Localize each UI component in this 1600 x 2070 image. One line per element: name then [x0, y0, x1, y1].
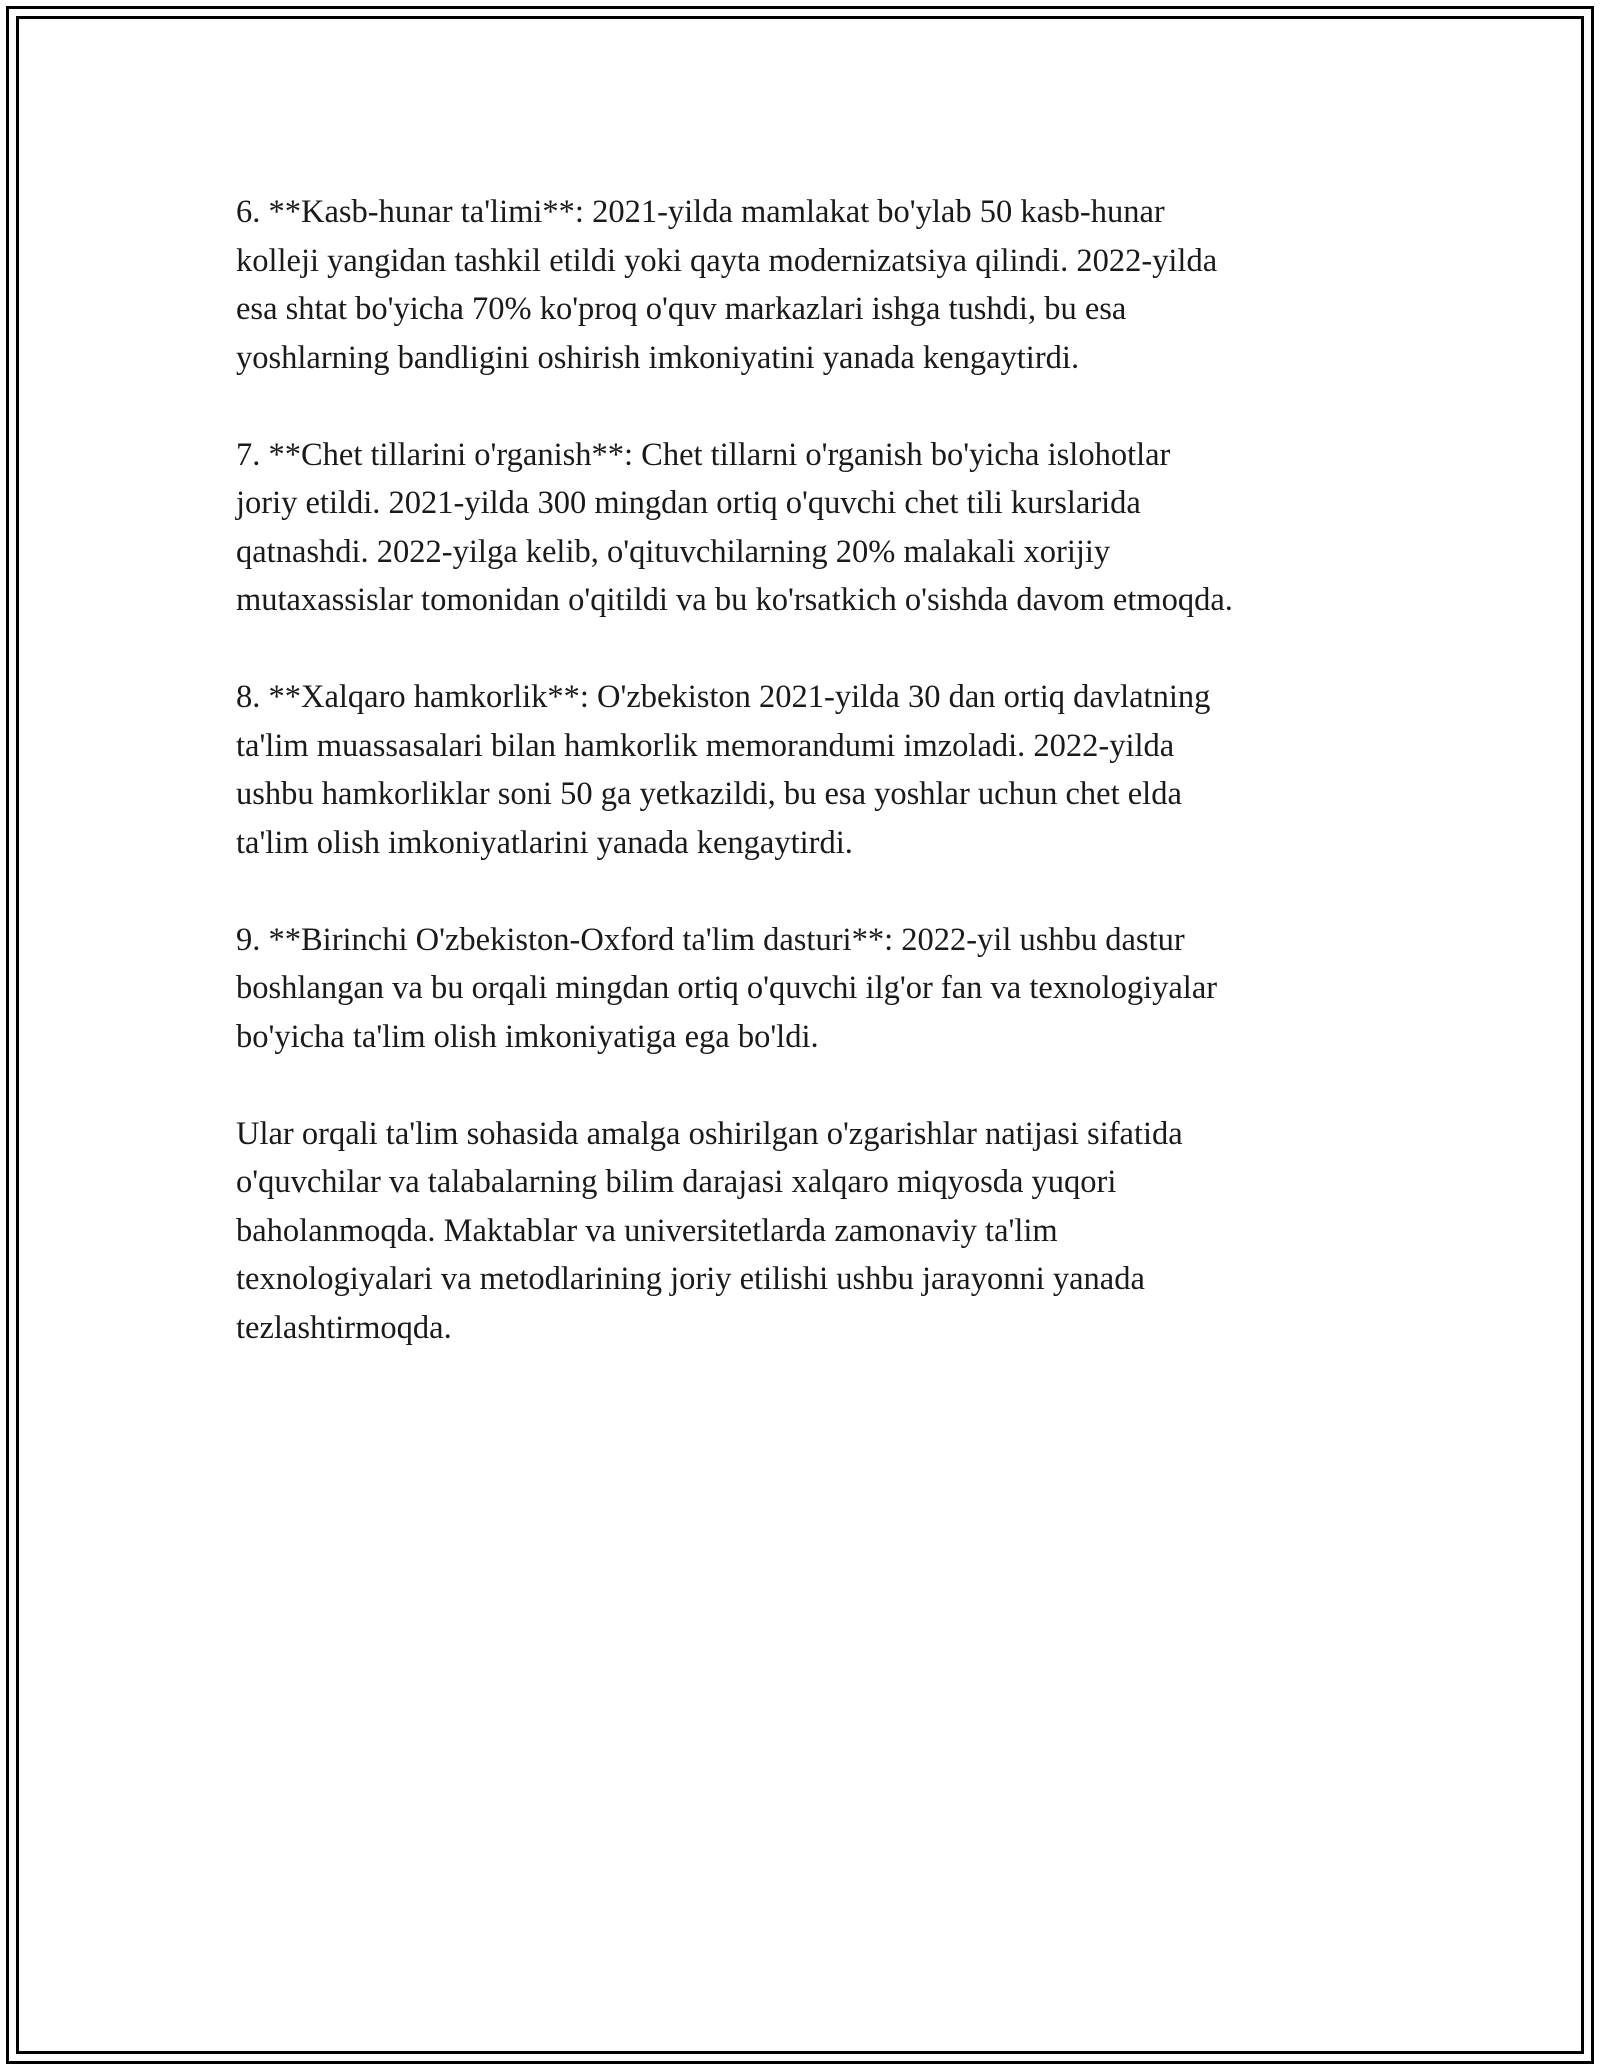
paragraph-item-8: 8. **Xalqaro hamkorlik**: O'zbekiston 2021-yilda 30 dan ortiq davlatning ta'lim muassasalari bilan hamkorlik memorandumi imzoladi. 2022-yilda ushbu hamkorliklar soni 50 ga yetkazildi, bu esa yoshlar uchun chet elda ta'lim olish imkoniyatlarini yanada kengaytirdi.: [236, 679, 1211, 861]
paragraph-item-6: 6. **Kasb-hunar ta'limi**: 2021-yilda mamlakat bo'ylab 50 kasb-hunar kolleji yangidan tashkil etildi yoki qayta modernizatsiya qilindi. 2022-yilda esa shtat bo'yicha 70% ko'proq o'quv markazlari ishga tushdi, bu esa yoshlarning bandligini oshirish imkoniyatini yanada kengaytirdi.: [236, 194, 1218, 376]
document-body: [236, 188, 1376, 1352]
paragraph-conclusion: Ular orqali ta'lim sohasida amalga oshirilgan o'zgarishlar natijasi sifatida o'quvchilar va talabalarning bilim darajasi xalqaro miqyosda yuqori baholanmoqda. Maktablar va universitetlarda zamonaviy ta'lim texnologiyalari va metodlarining joriy etilishi ushbu jarayonni yanada tezlashtirmoqda.: [236, 1115, 1183, 1346]
paragraph-item-9: 9. **Birinchi O'zbekiston-Oxford ta'lim dasturi**: 2022-yil ushbu dastur boshlangan va bu orqali mingdan ortiq o'quvchi ilg'or fan va texnologiyalar bo'yicha ta'lim olish imkoniyatiga ega bo'ldi.: [236, 921, 1218, 1055]
paragraph-item-7: 7. **Chet tillarini o'rganish**: Chet tillarni o'rganish bo'yicha islohotlar joriy etildi. 2021-yilda 300 mingdan ortiq o'quvchi chet tili kurslarida qatnashdi. 2022-yilga kelib, o'qituvchilarning 20% malakali xorijiy mutaxassislar tomonidan o'qitildi va bu ko'rsatkich o'sishda davom etmoqda.: [236, 436, 1233, 618]
